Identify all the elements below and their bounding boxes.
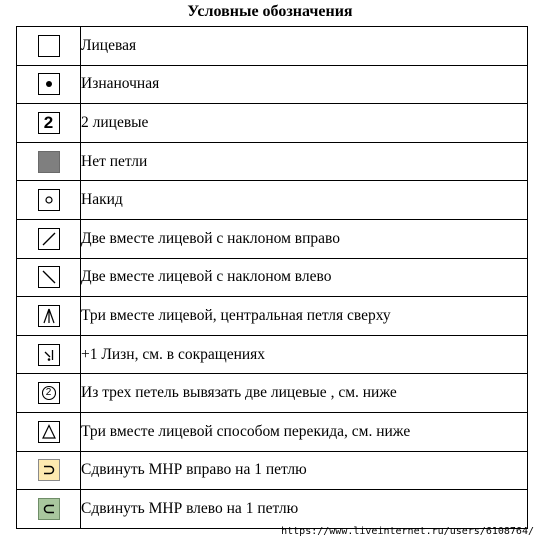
marker-right-icon bbox=[38, 459, 60, 481]
legend-row bbox=[17, 142, 528, 181]
digit-two-icon bbox=[38, 112, 60, 134]
digit-two-glyph: 2 bbox=[43, 112, 54, 132]
grey-square-icon bbox=[38, 151, 60, 173]
legend-row bbox=[17, 104, 528, 143]
legend-row bbox=[17, 181, 528, 220]
legend-row bbox=[17, 335, 528, 374]
empty-square-icon bbox=[38, 35, 60, 57]
three-together-icon bbox=[38, 305, 60, 327]
legend-label: Изнаночная bbox=[81, 65, 528, 104]
legend-label: 2 лицевые bbox=[81, 104, 528, 143]
legend-row bbox=[17, 451, 528, 490]
slash-right-icon bbox=[38, 228, 60, 250]
legend-row bbox=[17, 490, 528, 529]
legend-label: Две вместе лицевой с наклоном вправо bbox=[81, 219, 528, 258]
legend-label: Сдвинуть МНР вправо на 1 петлю bbox=[81, 451, 528, 490]
lifted-increase-icon bbox=[38, 344, 60, 366]
legend-label: Две вместе лицевой с наклоном влево bbox=[81, 258, 528, 297]
legend-label: Накид bbox=[81, 181, 528, 220]
legend-row bbox=[17, 412, 528, 451]
filled-dot-icon bbox=[38, 73, 60, 95]
legend-row bbox=[17, 65, 528, 104]
watermark-url: https://www.liveinternet.ru/users/6108764/ bbox=[281, 526, 534, 537]
circled-two-glyph: 2 bbox=[45, 387, 52, 399]
legend-row bbox=[17, 374, 528, 413]
legend-row bbox=[17, 258, 528, 297]
triangle-icon bbox=[38, 421, 60, 443]
legend-row bbox=[17, 27, 528, 66]
legend-label: Из трех петель вывязать две лицевые , см. ниже bbox=[81, 374, 528, 413]
circled-two-icon bbox=[38, 382, 60, 404]
small-circle-icon bbox=[38, 189, 60, 211]
legend-title: Условные обозначения bbox=[187, 3, 353, 20]
legend-table bbox=[16, 26, 528, 529]
legend-label: Нет петли bbox=[81, 142, 528, 181]
legend-label: Три вместе лицевой, центральная петля сверху bbox=[81, 297, 528, 336]
legend-label: Три вместе лицевой способом перекида, см. ниже bbox=[81, 412, 528, 451]
marker-left-icon bbox=[38, 498, 60, 520]
legend-label: +1 Лизн, см. в сокращениях bbox=[81, 335, 528, 374]
legend-label: Лицевая bbox=[81, 27, 528, 66]
legend-row bbox=[17, 297, 528, 336]
legend-row bbox=[17, 219, 528, 258]
slash-left-icon bbox=[38, 266, 60, 288]
legend-label: Сдвинуть МНР влево на 1 петлю bbox=[81, 490, 528, 529]
